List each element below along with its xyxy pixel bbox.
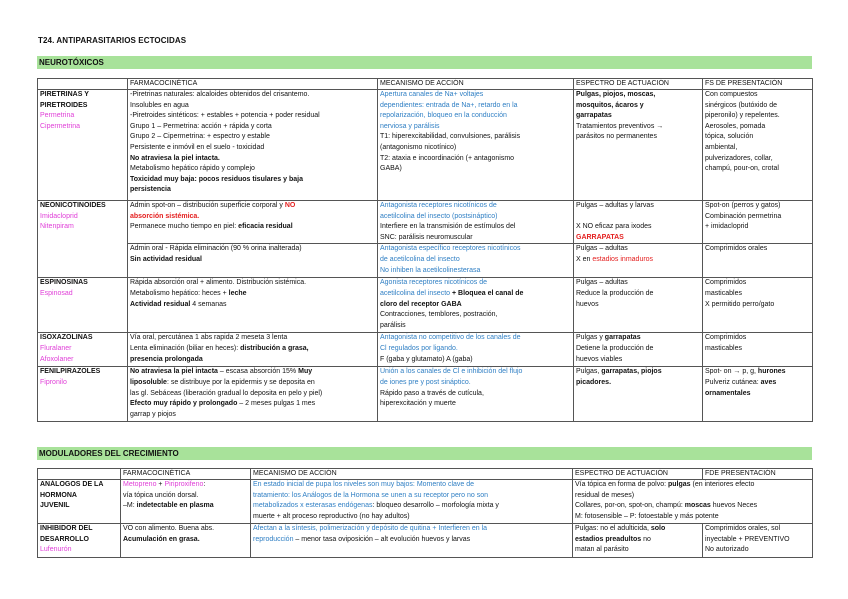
presentacion-cell <box>703 367 813 422</box>
text-line: Comprimidos orales, sol <box>705 525 781 532</box>
text-line: SNC: parálisis neuromuscular <box>380 233 473 241</box>
presentacion-cell <box>703 244 813 278</box>
drug-class-name: ANÁLOGOS DE LA <box>40 481 104 488</box>
text-span: + <box>156 481 165 488</box>
text-line: huevos <box>576 300 599 308</box>
drug-example: Nitenpiram <box>40 223 74 231</box>
text-span: liposoluble <box>130 378 167 386</box>
farmacocinetica-cell <box>128 244 378 278</box>
text-line: acetilcolina del insecto (postsináptico) <box>380 212 498 220</box>
drug-class-cell <box>38 278 128 333</box>
text-line: Sin actividad residual <box>130 255 202 263</box>
drug-class-cell <box>38 201 128 278</box>
farmacocinetica-cell <box>128 278 378 333</box>
text-span: garrapatas <box>604 334 641 342</box>
espectro-cell <box>573 524 703 558</box>
text-line: Agonista receptores nicotínicos de <box>380 279 488 287</box>
farmacocinetica-cell <box>128 333 378 367</box>
text-line: piperonilo) y repelentes. <box>705 112 780 120</box>
text-line: GABA) <box>380 165 402 173</box>
drug-class-name: HORMONA <box>40 491 77 499</box>
espectro-cell <box>574 201 703 244</box>
espectro-cell <box>574 244 703 278</box>
text-line <box>130 378 375 389</box>
text-span: estadios inmaduros <box>592 255 654 263</box>
drug-class-name: FENILPIRAZOLES <box>40 368 101 376</box>
mecanismo-cell <box>251 480 573 524</box>
header-cell: FDE PRESENTACIÓN <box>703 469 813 480</box>
text-line <box>705 378 810 389</box>
header-cell: MECANISMO DE ACCIÓN <box>251 469 573 480</box>
mecanismo-cell <box>378 90 574 201</box>
text-line: Insolubles en agua <box>130 101 189 109</box>
text-span: eficacia residual <box>238 223 293 231</box>
table-row <box>38 524 813 558</box>
drug-example: Imidacloprid <box>40 212 78 220</box>
text-span: Muy <box>298 368 313 376</box>
text-span: : <box>203 481 206 488</box>
text-line: No inhiben la acetilcolinesterasa <box>380 266 481 274</box>
text-line: nerviosa y parálisis <box>380 122 440 130</box>
neurotoxicos-table <box>37 78 813 422</box>
text-line: Pulgas, piojos, moscas, <box>576 91 656 98</box>
text-line: vía tópica unción dorsal. <box>123 491 199 499</box>
text-line: inyectable + PREVENTIVO <box>705 535 790 543</box>
text-line: Vía oral, percutánea 1 abs rapida 2 meseta 3 lenta <box>130 334 288 342</box>
text-span: + Bloquea el canal de <box>450 289 524 297</box>
text-line: las gl. Sebáceas (liberación gradual lo deposita en pelo y piel) <box>130 389 323 397</box>
text-span: Pulgas, <box>576 368 602 376</box>
header-cell: MECANISMO DE ACCIÓN <box>378 79 574 90</box>
text-line: Antagonista no competitivo de los canales de <box>380 334 521 342</box>
drug-class-name: INHIBIDOR DEL <box>40 525 93 532</box>
text-span: – 2 meses pulgas 1 mes <box>237 400 316 408</box>
text-line <box>576 367 700 378</box>
text-line: Apertura canales de Na+ voltajes <box>380 91 484 98</box>
text-line: M: fotosensible – P: fotoestable y más potente <box>575 512 719 520</box>
text-line <box>576 255 700 266</box>
text-line: Pulgas – adultas <box>576 279 628 287</box>
drug-class-cell <box>38 333 128 367</box>
text-line: huevos viables <box>576 355 623 363</box>
text-span: garrapatas, piojos <box>601 368 662 376</box>
text-line: Grupo 1 – Permetrina: acción + rápida y corta <box>130 122 272 130</box>
text-line: matan al parásito <box>575 546 629 554</box>
text-span: – escasa absorción 15% <box>217 368 299 376</box>
text-line: Pulgas – adultas y larvas <box>576 202 654 209</box>
text-span: Pulgas: no el adulticida, <box>575 525 651 532</box>
espectro-cell <box>573 480 813 524</box>
text-line: residual de meses) <box>575 491 635 499</box>
text-span: hurones <box>757 368 786 376</box>
text-span: NO <box>284 202 296 209</box>
header-cell: FARMACOCINÉTICA <box>121 469 251 480</box>
text-span: Pulgas y <box>576 334 605 342</box>
text-span: X en <box>576 255 593 263</box>
header-cell: ESPECTRO DE ACTUACIÓN <box>573 469 703 480</box>
text-line: garrap y piojos <box>130 410 176 418</box>
text-line: Toxicidad muy baja: pocos residuos tisulares y baja <box>130 175 303 183</box>
text-line: Combinación permetrina <box>705 212 782 220</box>
text-span: solo <box>650 525 666 532</box>
header-cell: ESPECTRO DE ACTUACIÓN <box>574 79 703 90</box>
text-line: tratamiento: los Análogos de la Hormona se unen a su receptor pero no son <box>253 491 489 499</box>
text-span: no <box>641 535 651 543</box>
text-line <box>576 333 700 344</box>
text-line: Antagonista receptores nicotínicos de <box>380 202 497 209</box>
text-span: Metopreno <box>123 481 157 488</box>
text-span: leche <box>228 289 247 297</box>
text-line <box>130 289 375 300</box>
text-line: Acumulación en grasa. <box>123 535 200 543</box>
section-band-moduladores: MODULADORES DEL CRECIMIENTO <box>37 447 812 460</box>
text-span: Lenta eliminación (biliar en heces): <box>130 344 241 352</box>
text-line: Reduce la producción de <box>576 289 654 297</box>
espectro-cell <box>574 278 703 333</box>
text-line: parálisis <box>380 321 406 329</box>
presentacion-cell <box>703 524 813 558</box>
farmacocinetica-cell <box>121 524 251 558</box>
mecanismo-cell <box>378 244 574 278</box>
text-line: champú, pour-on, crotal <box>705 165 779 173</box>
text-line: Afectan a la síntesis, polimerización y depósito de quitina + Interfieren en la <box>253 525 488 532</box>
text-span: Collares, por-on, spot-on, champú: <box>575 502 685 510</box>
text-line: GARRAPATAS <box>576 233 624 241</box>
text-line <box>130 300 375 311</box>
page-title: T24. ANTIPARASITARIOS ECTOCIDAS <box>38 36 187 45</box>
text-line: Pulgas – adultas <box>576 245 628 253</box>
text-line: hiperexcitación y muerte <box>380 400 456 408</box>
text-line: sinérgicos (butóxido de <box>705 101 777 109</box>
text-line: presencia prolongada <box>130 355 203 363</box>
spacer <box>576 212 700 223</box>
espectro-cell <box>574 333 703 367</box>
drug-example: Lufenurón <box>40 546 72 554</box>
drug-class-name: DESARROLLO <box>40 535 89 543</box>
farmacocinetica-cell <box>128 90 378 201</box>
text-line: (antagonismo nicotínico) <box>380 143 457 151</box>
text-line: Admin oral - Rápida eliminación (90 % orina inalterada) <box>130 245 302 253</box>
text-line: masticables <box>705 344 742 352</box>
text-line: muerte + alt proceso reproductivo (no hay adultos) <box>253 512 410 520</box>
mecanismo-cell <box>378 201 574 244</box>
farmacocinetica-cell <box>128 201 378 244</box>
text-line: mosquitos, ácaros y <box>576 101 644 109</box>
table-row <box>38 90 813 201</box>
table-row <box>38 244 813 278</box>
text-span: 4 semanas <box>190 300 227 308</box>
drug-example: Permetrina <box>40 112 75 120</box>
text-span: Actividad residual <box>130 300 191 308</box>
presentacion-cell <box>703 278 813 333</box>
text-span: Vía tópica en forma de polvo: <box>575 481 668 488</box>
text-line: No autorizado <box>705 546 749 554</box>
text-line: Antagonista específico receptores nicotínicos <box>380 245 521 253</box>
text-line <box>123 501 248 512</box>
text-span: moscas <box>684 502 711 510</box>
header-cell: FARMACOCINÉTICA <box>128 79 378 90</box>
text-span: Piriproxifeno <box>164 481 204 488</box>
text-line: de iones pre y post sináptico. <box>380 378 471 386</box>
header-cell: FS DE PRESENTACIÓN <box>703 79 813 90</box>
text-line: Interfiere en la transmisión de estímulos del <box>380 223 516 231</box>
text-line <box>130 367 375 378</box>
drug-class-cell <box>38 367 128 422</box>
text-line: T1: hiperexcitabilidad, convulsiones, parálisis <box>380 133 521 141</box>
text-line: No atraviesa la piel intacta. <box>130 154 220 162</box>
text-line: Detiene la producción de <box>576 344 654 352</box>
text-span: indetectable en plasma <box>136 502 214 510</box>
text-line <box>130 222 375 233</box>
text-line: X NO eficaz para ixodes <box>576 223 652 231</box>
drug-example: Fluralaner <box>40 344 72 352</box>
text-line: Aerosoles, pomada <box>705 122 766 130</box>
farmacocinetica-cell <box>128 367 378 422</box>
text-line <box>575 501 810 512</box>
text-line <box>705 367 810 378</box>
text-line: T2: ataxia e incoordinación (+ antagonismo <box>380 154 515 162</box>
drug-class-name: PIRETROIDES <box>40 101 88 109</box>
text-line: Unión a los canales de Cl e inhibición del flujo <box>380 368 523 376</box>
text-line: absorción sistémica. <box>130 212 200 220</box>
espectro-cell <box>574 367 703 422</box>
text-line: -Piretrinas naturales: alcaloides obtenidos del crisantemo. <box>130 91 310 98</box>
drug-class-name: ESPINOSINAS <box>40 279 88 287</box>
text-line: parásitos no permanentes <box>576 133 657 141</box>
text-line: Comprimidos <box>705 334 747 342</box>
drug-example: Cipermetrina <box>40 122 81 130</box>
text-line: cloro del receptor GABA <box>380 300 462 308</box>
moduladores-table <box>37 468 813 558</box>
text-span: Efecto muy rápido y prolongado <box>130 400 238 408</box>
presentacion-cell <box>703 201 813 244</box>
text-line: persistencia <box>130 186 171 194</box>
table-row <box>38 201 813 244</box>
text-line <box>123 480 248 491</box>
mecanismo-cell <box>378 278 574 333</box>
drug-class-name: ISOXAZOLINAS <box>40 334 93 342</box>
text-line: Metabolismo hepático rápido y complejo <box>130 165 255 173</box>
table-row <box>38 333 813 367</box>
text-line: tópica, solución <box>705 133 754 141</box>
text-span: (en interiores efecto <box>690 481 755 488</box>
text-line <box>253 535 570 546</box>
drug-class-name: PIRETRINAS Y <box>40 91 89 98</box>
text-line: Comprimidos orales <box>705 245 768 253</box>
text-line <box>380 289 571 300</box>
drug-class-cell <box>38 480 121 524</box>
drug-class-name: NEONICOTINOIDES <box>40 202 106 209</box>
text-span: : bloqueo desarrollo – morfología mixta y <box>372 502 499 510</box>
text-line: Cl regulados por ligando. <box>380 344 458 352</box>
text-line: Comprimidos <box>705 279 747 287</box>
text-line: X permitido perro/gato <box>705 300 775 308</box>
text-span: : se distribuye por la epidermis y se deposita en <box>166 378 315 386</box>
table-row <box>38 480 813 524</box>
text-span: No atraviesa la piel intacta <box>130 368 218 376</box>
text-line: Contracciones, temblores, postración, <box>380 311 498 319</box>
text-span: Metabolismo hepático: heces + <box>130 289 229 297</box>
text-line: ambiental, <box>705 143 738 151</box>
drug-example: Espinosad <box>40 289 73 297</box>
text-span: aves <box>760 378 777 386</box>
text-line: repolarización, bloqueo en la conducción <box>380 112 507 120</box>
text-line: pulverizadores, collar, <box>705 154 773 162</box>
table-header-row <box>38 469 813 480</box>
text-line: Con compuestos <box>705 91 758 98</box>
text-span: estadios preadultos <box>575 535 642 543</box>
text-line: Spot-on (perros y gatos) <box>705 202 781 209</box>
text-line: garrapatas <box>576 112 612 120</box>
text-line: de acetilcolina del insecto <box>380 255 460 263</box>
drug-class-name: JUVENIL <box>40 502 70 510</box>
presentacion-cell <box>703 90 813 201</box>
text-line: En estado inicial de pupa los niveles son muy bajos: Momento clave de <box>253 481 475 488</box>
text-span: pulgas <box>668 481 691 488</box>
text-line: F (gaba y glutamato) A (gaba) <box>380 355 473 363</box>
text-line: Tratamientos preventivos → <box>576 122 664 130</box>
drug-example: Fipronilo <box>40 378 67 386</box>
drug-example: Afoxolaner <box>40 355 74 363</box>
table-row <box>38 278 813 333</box>
text-line <box>130 344 375 355</box>
text-span: Permanece mucho tiempo en piel: <box>130 223 239 231</box>
text-line: Rápido paso a través de cutícula, <box>380 389 484 397</box>
mecanismo-cell <box>378 367 574 422</box>
text-line: dependientes: entrada de Na+, retardo en la <box>380 101 518 109</box>
text-line: Grupo 2 – Cipermetrina: + espectro y estable <box>130 133 270 141</box>
text-span: metabolizados x esterasas endógenas <box>253 502 373 510</box>
text-span: acetilcolina del insecto <box>380 289 451 297</box>
mecanismo-cell <box>251 524 573 558</box>
header-cell <box>38 79 128 90</box>
text-line <box>130 201 375 212</box>
text-line <box>575 524 700 535</box>
text-span: huevos Neces <box>710 502 758 510</box>
text-span: Spot- on → p, g, <box>705 368 758 376</box>
text-line: -Piretroides sintéticos: + estables + potencia + poder residual <box>130 112 320 120</box>
text-line: + imidacloprid <box>705 223 749 231</box>
text-span: Admin spot-on – distribución superficie corporal y <box>130 202 285 209</box>
text-line: picadores. <box>576 378 612 386</box>
text-span: distribución a grasa, <box>240 344 309 352</box>
text-span: reproducción <box>253 535 294 543</box>
text-line <box>575 535 700 546</box>
table-row <box>38 367 813 422</box>
mecanismo-cell <box>378 333 574 367</box>
text-line <box>575 480 810 491</box>
section-band-neurotoxicos: NEUROTÓXICOS <box>37 56 812 69</box>
text-line <box>253 501 570 512</box>
text-line: VO con alimento. Buena abs. <box>123 525 215 532</box>
presentacion-cell <box>703 333 813 367</box>
drug-class-cell <box>38 524 121 558</box>
text-span: Pulveriz cutánea: <box>705 378 761 386</box>
text-line: Persistente e inmóvil en el suelo - toxicidad <box>130 143 265 151</box>
text-line: ornamentales <box>705 389 751 397</box>
text-line <box>130 399 375 410</box>
text-line: Rápida absorción oral + alimento. Distribución sistémica. <box>130 279 307 287</box>
text-line: masticables <box>705 289 742 297</box>
header-cell <box>38 469 121 480</box>
table-header-row <box>38 79 813 90</box>
espectro-cell <box>574 90 703 201</box>
drug-class-cell <box>38 90 128 201</box>
text-span: –M: <box>123 502 137 510</box>
farmacocinetica-cell <box>121 480 251 524</box>
text-span: – menor tasa oviposición – alt evolución huevos y larvas <box>293 535 471 543</box>
